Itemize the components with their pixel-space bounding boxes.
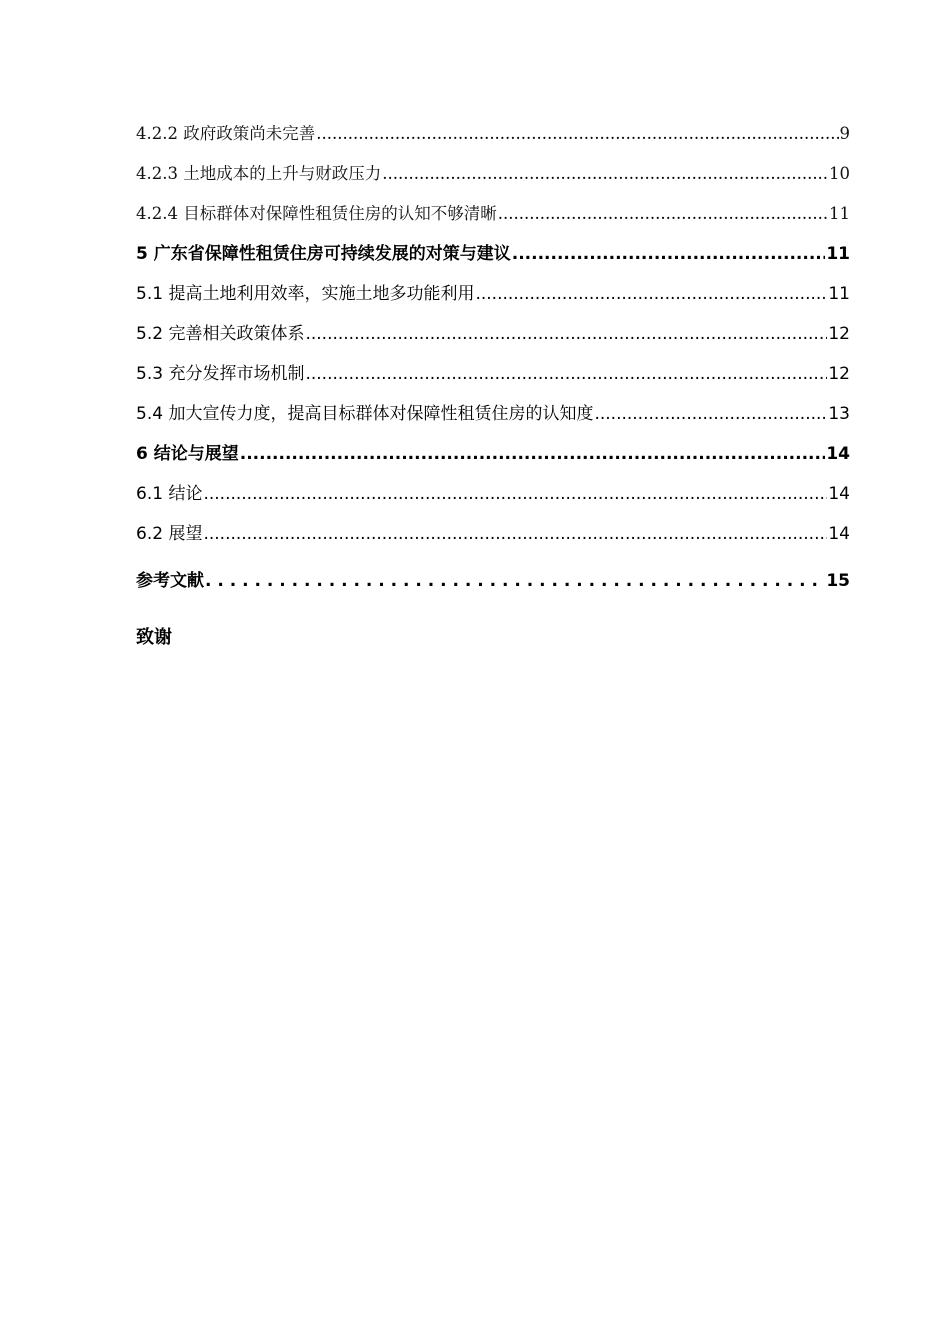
toc-entry-references[interactable] [136, 560, 850, 602]
toc-entry-chapter-6[interactable] [136, 434, 850, 474]
toc-dot-leader [594, 394, 827, 434]
toc-entry-4-2-3[interactable] [136, 154, 850, 194]
toc-dot-leader [512, 234, 826, 274]
toc-entry-title: 5.1 提高土地利用效率，实施土地多功能利用 [136, 284, 475, 304]
toc-entry-page: 14 [828, 484, 850, 504]
toc-entry-title: 4.2.4 目标群体对保障性租赁住房的认知不够清晰 [136, 204, 497, 223]
toc-entry-title: 6 结论与展望 [136, 444, 239, 464]
toc-dot-leader [382, 154, 828, 194]
toc-dot-leader [203, 514, 827, 554]
toc-entry-page: 12 [828, 324, 850, 344]
toc-entry-title: 6.1 结论 [136, 484, 203, 504]
toc-entry-title: 5.2 完善相关政策体系 [136, 324, 305, 344]
toc-dot-leader [240, 434, 826, 474]
toc-entry-6-1[interactable] [136, 474, 850, 514]
toc-entry-chapter-5[interactable] [136, 234, 850, 274]
toc-entry-5-4[interactable] [136, 394, 850, 434]
toc-entry-page: 12 [828, 364, 850, 384]
toc-dot-leader [305, 314, 827, 354]
table-of-contents [136, 114, 850, 602]
toc-entry-6-2[interactable] [136, 514, 850, 554]
toc-entry-page: 14 [826, 444, 850, 464]
toc-entry-title: 4.2.3 土地成本的上升与财政压力 [136, 164, 382, 183]
acknowledgement-heading: 致谢 [136, 627, 172, 648]
toc-entry-title: 4.2.2 政府政策尚未完善 [136, 124, 316, 143]
toc-entry-title: 5 广东省保障性租赁住房可持续发展的对策与建议 [136, 244, 511, 264]
toc-entry-title: 参考文献 [136, 571, 204, 591]
toc-entry-4-2-4[interactable] [136, 194, 850, 234]
toc-dot-leader [316, 114, 838, 154]
toc-entry-title: 5.3 充分发挥市场机制 [136, 364, 305, 384]
toc-entry-page: 14 [828, 524, 850, 544]
toc-entry-4-2-2[interactable] [136, 114, 850, 154]
toc-entry-title: 5.4 加大宣传力度，提高目标群体对保障性租赁住房的认知度 [136, 404, 594, 424]
toc-entry-5-3[interactable] [136, 354, 850, 394]
toc-entry-page: 11 [829, 204, 850, 223]
toc-dot-leader [475, 274, 827, 314]
toc-dot-leader [305, 354, 827, 394]
toc-entry-5-2[interactable] [136, 314, 850, 354]
toc-entry-5-1[interactable] [136, 274, 850, 314]
toc-dot-leader [498, 194, 828, 234]
toc-entry-page: 15 [826, 571, 850, 591]
toc-entry-page: 11 [826, 244, 850, 264]
toc-entry-page: 10 [829, 164, 850, 183]
toc-entry-page: 9 [839, 124, 850, 143]
toc-dot-leader [203, 474, 827, 514]
toc-entry-page: 13 [828, 404, 850, 424]
toc-entry-title: 6.2 展望 [136, 524, 203, 544]
toc-dot-leader [205, 560, 825, 602]
toc-entry-page: 11 [828, 284, 850, 304]
